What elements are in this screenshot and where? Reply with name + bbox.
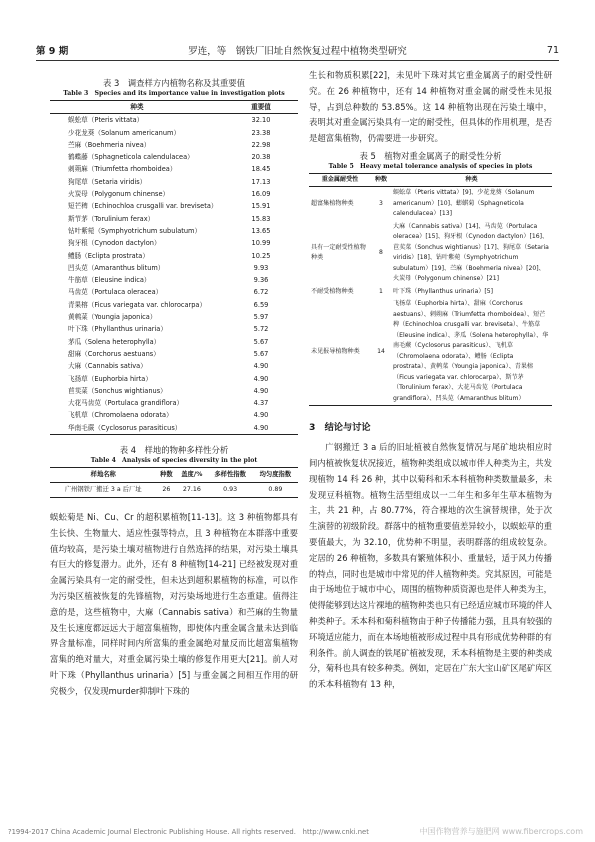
table3-row [50, 311, 298, 323]
table3-value: 10.25 [251, 251, 271, 260]
table4-header: 均匀度指数 [259, 471, 292, 479]
table3-value: 22.98 [251, 140, 271, 149]
table3-species: 飞机草（Chromolaena odorata） [68, 411, 173, 420]
table4-header: 样地名称 [90, 471, 116, 479]
table3-row [50, 409, 298, 421]
table3-row [50, 176, 298, 188]
table3-species: 鹤蝶藤（Sphagneticola calendulacea） [68, 153, 194, 162]
table3-value: 9.93 [253, 263, 269, 272]
table4-cell: 广州钢铁厂搬迁 3 a 后厂址 [64, 486, 142, 494]
table4-header: 多样性指数 [214, 471, 246, 479]
table3-species: 刺蒴麻（Triumfetta rhomboidea） [68, 165, 177, 174]
table3-species: 苣荬菜（Sonchus wightianus） [68, 386, 167, 395]
table3-value: 6.72 [253, 288, 269, 297]
table3-value: 20.38 [251, 153, 271, 162]
table3-row [50, 348, 298, 360]
table3-row [50, 299, 298, 311]
issue-label: 第 9 期 [36, 46, 69, 57]
table3-species: 凹头苋（Amaranthus blitum） [68, 263, 165, 272]
table5-header: 重金属耐受性 [321, 175, 359, 183]
table3-value: 18.45 [251, 165, 271, 174]
table4 [50, 467, 298, 498]
table3-value: 23.38 [251, 128, 271, 137]
table5-header: 种类 [465, 175, 478, 183]
table3-value: 4.90 [253, 423, 269, 432]
table3-value: 10.99 [251, 239, 271, 248]
table3-value: 15.91 [251, 202, 271, 211]
table5-n: 14 [377, 347, 385, 355]
table3-value: 5.97 [253, 313, 269, 322]
table3-value: 13.65 [251, 226, 271, 235]
table3-species: 黄鹌菜（Youngia japonica） [68, 313, 157, 322]
header-rule [36, 60, 559, 61]
table3-species: 苎麻（Boehmeria nivea） [68, 140, 151, 149]
table3-value: 32.10 [251, 116, 271, 125]
table3-species: 钻叶紫菀（Symphyotrichum subulatum） [68, 226, 202, 235]
table3-value: 5.72 [253, 325, 269, 334]
table5-cat: 超富集植物种类 [311, 199, 354, 207]
table3-row [50, 163, 298, 175]
table3-header-species: 种类 [130, 103, 144, 111]
table3-row [50, 286, 298, 298]
table3-species: 华南毛蕨（Cyclosorus parasiticus） [68, 423, 182, 432]
table3-value: 4.90 [253, 386, 269, 395]
table5-species: 大麻（Cannabis sativa）[14]、马齿苋（Portulaca oleracea）[15]、狗牙根（Cynodon dactylon）[16]、苣荬菜（Sonchus wightianus）[17]、狗尾草（Setaria viridis）[18]、钻叶紫菀（Symphyotrichum subulatum）[19]、苎麻（Boehmeria nivea）[20]、火炭母（Polygonum chinense）[21] [393, 222, 549, 283]
table3-row [50, 139, 298, 151]
table4-cell: 0.93 [223, 486, 238, 494]
table3-row [50, 336, 298, 348]
table5-row [309, 286, 552, 299]
table3-species: 大花马齿苋（Portulaca grandiflora） [68, 399, 184, 408]
table3 [50, 100, 298, 435]
table4-cell: 27.16 [182, 486, 201, 494]
table3-species: 牛筋草（Eleusine indica） [68, 276, 151, 285]
table3-value: 16.09 [251, 190, 271, 199]
running-header [36, 42, 559, 58]
left-body-paragraph: 蜈蚣菊是 Ni、Cu、Cr 的超积累植物[11-13]。这 3 种植物都具有生长快、生物量大、适应性强等特点，且 3 种植物在本群落中重要值均较高，是污染土壤对植物进行自然选择的结果，对污染土壤具有巨大的修复潜力。此外，还有 8 种植物[14-21] 已经被发现对重金属污染具有一定的耐受性，但未达到超积累植物的标准，可以作为污染区植被恢复的先锋植物，对污染场地进行生态重建。值得注意的是，这些植物中，大麻（Cannabis sativa）和苎麻的生物量及生长速度都远远大于超富集植物，即使体内重金属含量未达到临界含量标准，同样时间内所富集的重金属绝对量反而比超富集植物富集的绝对量大，对重金属污染土壤的修复作用更大[21]。前人对叶下珠（Phyllanthus urinaria）[5] 与重金属之间相互作用的研究极少，仅发现murder抑制叶下珠的 [50, 512, 298, 696]
table3-species: 狗牙根（Cynodon dactylon） [68, 239, 161, 248]
table3-header-value: 重要值 [251, 103, 271, 111]
table4-cell: 26 [162, 486, 171, 494]
table4-header: 种数 [160, 471, 173, 479]
table5-cat: 未见报导植物种类 [311, 347, 360, 355]
table5-n: 1 [379, 287, 383, 295]
table3-row [50, 262, 298, 274]
table3-value: 4.90 [253, 374, 269, 383]
copyright-footer: ?1994-2017 China Academic Journal Electronic Publishing House. All rights reserved. http://www.cnki.net [8, 828, 369, 836]
page-number: 71 [546, 44, 559, 56]
table3-caption: 表 3 调查样方内植物名称及其重要值 [103, 78, 245, 88]
table3-value: 17.13 [251, 177, 271, 186]
table3-species: 鳢肠（Eclipta prostrata） [68, 251, 149, 260]
table3-row [50, 225, 298, 237]
table3-value: 4.90 [253, 362, 269, 371]
right-top-paragraph: 生长和物质积累[22]，未见叶下珠对其它重金属离子的耐受性研究。在 26 种植物中，还有 14 种植物对重金属的耐受性未见报导，占到总种数的 53.85%。这 14 种植物出现在污染土壤中，表明其对重金属污染具有一定的耐受性，但具体的作用机理，是否是超富集植物，仍需要进一步研究。 [309, 70, 552, 144]
table3-row [50, 274, 298, 286]
table4-header: 盖度/% [181, 471, 203, 479]
table5-caption: 表 5 植物对重金属离子的耐受性分析 [359, 150, 502, 161]
table3-species: 马齿苋（Portulaca oleracea） [68, 288, 163, 297]
right-body-paragraph [309, 440, 552, 693]
table5-species: 蜈蚣草（Pteris vittata）[9]、少花龙葵（Solanum americanum）[10]、蟛蜞菊（Sphagneticola calendulacea）[13] [393, 189, 535, 218]
table3-species: 甜麻（Corchorus aestuans） [68, 349, 160, 358]
table3-row [50, 360, 298, 372]
table3-value: 5.67 [253, 337, 269, 346]
table3-species: 少花龙葵（Solanum americanum） [68, 128, 181, 137]
table5-row [309, 298, 552, 406]
table3-row [50, 213, 298, 225]
table3-row [50, 250, 298, 262]
table3-row [50, 151, 298, 163]
table3-value: 6.59 [253, 300, 269, 309]
table3-row [50, 323, 298, 335]
table3-row [50, 397, 298, 409]
table3-value: 4.37 [253, 399, 269, 408]
table3-value: 5.67 [253, 349, 269, 358]
table3-row [50, 127, 298, 139]
table3-row [50, 385, 298, 397]
table3-species: 青果榕（Ficus variegata var. chlorocarpa） [68, 300, 207, 309]
table3-species: 大麻（Cannabis sativa） [68, 362, 147, 371]
table3-caption-en: Table 3 Species and its importance value in investigation plots [63, 90, 285, 97]
section-heading: 3 结论与讨论 [309, 422, 371, 434]
table3-value: 9.36 [253, 276, 269, 285]
table3-species: 蜈蚣草（Pteris vittata） [68, 116, 144, 125]
right-column [309, 68, 552, 693]
table5-n: 3 [379, 199, 383, 207]
left-column [50, 68, 298, 700]
table5-row [309, 187, 552, 221]
table3-species: 叶下珠（Phyllanthus urinaria） [68, 325, 167, 334]
table5-row [309, 221, 552, 286]
running-title: 罗连，等 钢铁厂旧址自然恢复过程中植物类型研究 [188, 46, 407, 57]
table3-species: 狗尾草（Setaria viridis） [68, 177, 147, 186]
table3-species: 飞扬草（Euphorbia hirta） [68, 374, 152, 383]
table5 [309, 173, 552, 407]
table3-species: 火炭母（Polygonum chinense） [68, 190, 170, 199]
table5-species: 飞扬草（Euphorbia hirta）、甜麻（Corchorus aestuans）、刺蒴麻（Triumfetta rhomboidea）、短芒稗（Echinochloa crusgalli var. breviseta）、牛筋草（Eleusine indica）、茅瓜（Solena heterophylla）、华南毛蕨（Cyclosorus parasiticus）、飞机草（Chromolaena odorata）、鳢肠（Eclipta prostrata）、黄鹌菜（Youngia japonica）、青果榕（Ficus variegata var. chlorocarpa）、斯节茅（Torulinium ferax）、大花马齿苋（Portulaca grandiflora）、凹头苋（Amaranthus blitum） [393, 300, 549, 402]
table3-row [50, 200, 298, 212]
table3-value: 15.83 [251, 214, 271, 223]
table3-species: 茅瓜（Solena heterophylla） [68, 337, 161, 346]
table4-caption-en: Table 4 Analysis of species diversity in the plot [90, 457, 258, 465]
table4-cell: 0.89 [268, 486, 283, 494]
right-body-text: 广钢搬迁 3 a 后的旧址植被自然恢复情况与尾矿地块相应时间内植被恢复状况接近，植物种类组成以城市伴人种类为主，共发现植物 14 科 26 种，其中以菊科和禾本科植物种类数量最多，未发现豆科植物。植物生活型组成以一二年生和多年生草本植物为主，共 21 种，占 80.77%，符合裸地的次生演替规律，处于次生演替的初级阶段。群落中的植物重要值差异较小，以蜈蚣草的重要值最大，为 32.10，优势种不明显，表明群落的组成较复杂。定居的 26 种植物，多数具有繁殖体积小、重量轻，适于风力传播的特点，同时也是城市中常见的伴人植物种类。究其原因，可能是由于场地位于城市中心，周围的植物种质资源也是伴人种类为主，使得能够到达这片裸地的植物种类也只有已经适应城市环境的伴人种类种子。禾本科和菊科植物由于种子传播能力强，且具有较强的环境适应能力，而在本场地植被形成过程中具有形成优势种群的有利条件。前人调查的铁尾矿植被发现，禾本科植物是主要的种类成分，菊科也具有较多种类。例如，定居在广东大宝山矿区尾矿库区的禾本科植物有 13 种， [309, 442, 552, 690]
table3-row [50, 237, 298, 249]
table5-species: 叶下珠（Phyllanthus urinaria）[5] [393, 287, 494, 295]
watermark: 中国作物营养与施肥网 www.fibercrops.com [419, 827, 583, 836]
table5-cat: 不耐受植物种类 [311, 287, 354, 295]
table5-cat: 具有一定耐受性植物种类 [311, 243, 366, 262]
table5-n: 8 [379, 249, 383, 257]
table3-row [50, 114, 298, 127]
table5-header: 种数 [374, 175, 388, 183]
table5-caption-en: Table 5 Heavy metal tolerance analysis of species in plots [328, 162, 533, 170]
table3-row [50, 188, 298, 200]
table3-species: 斯节茅（Torulinium ferax） [68, 214, 155, 223]
table4-caption: 表 4 样地的物种多样性分析 [119, 445, 229, 456]
table3-row [50, 373, 298, 385]
table3-species: 短芒稗（Echinochloa crusgalli var. breviseta） [68, 202, 218, 211]
table3-row [50, 422, 298, 435]
table3-value: 4.90 [253, 411, 269, 420]
